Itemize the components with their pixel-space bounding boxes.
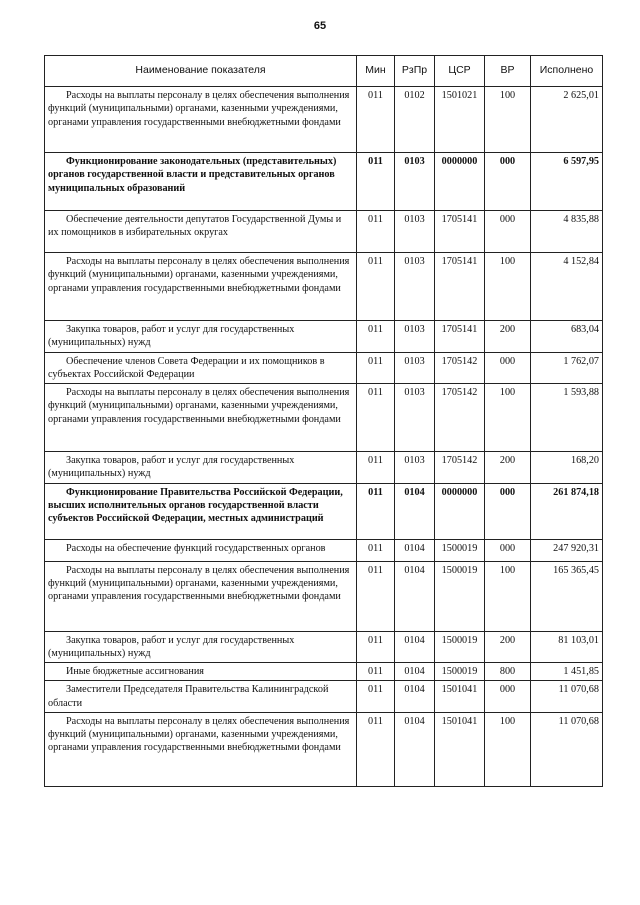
header-csr: ЦСР xyxy=(435,56,485,87)
row-vr: 000 xyxy=(485,352,531,384)
row-amount: 261 874,18 xyxy=(531,483,603,539)
row-min: 011 xyxy=(357,663,395,681)
page-number: 65 xyxy=(313,20,327,32)
row-min: 011 xyxy=(357,681,395,713)
table-row xyxy=(45,681,603,713)
table-row xyxy=(45,352,603,384)
table-row xyxy=(45,321,603,353)
row-vr: 100 xyxy=(485,87,531,153)
row-rzpr: 0103 xyxy=(395,452,435,484)
row-name: Заместители Председателя Правительства Калининградской области xyxy=(45,681,357,713)
table-row xyxy=(45,211,603,253)
row-csr: 1500019 xyxy=(435,631,485,663)
row-name: Расходы на выплаты персоналу в целях обеспечения выполнения функций (муниципальными) органами, казенными учреждениями, органами управления государственными внебюджетными фондами xyxy=(45,561,357,631)
row-csr: 0000000 xyxy=(435,483,485,539)
row-name: Иные бюджетные ассигнования xyxy=(45,663,357,681)
row-amount: 165 365,45 xyxy=(531,561,603,631)
row-min: 011 xyxy=(357,561,395,631)
table-row xyxy=(45,87,603,153)
row-csr: 1501041 xyxy=(435,712,485,786)
row-csr: 1705142 xyxy=(435,352,485,384)
row-min: 011 xyxy=(357,631,395,663)
table-row xyxy=(45,712,603,786)
row-csr: 1501041 xyxy=(435,681,485,713)
row-amount: 4 152,84 xyxy=(531,253,603,321)
row-min: 011 xyxy=(357,539,395,561)
row-amount: 2 625,01 xyxy=(531,87,603,153)
row-vr: 200 xyxy=(485,631,531,663)
table-row xyxy=(45,663,603,681)
table-body xyxy=(45,87,603,787)
row-rzpr: 0103 xyxy=(395,153,435,211)
row-rzpr: 0102 xyxy=(395,87,435,153)
row-rzpr: 0103 xyxy=(395,253,435,321)
table-row xyxy=(45,253,603,321)
row-vr: 000 xyxy=(485,153,531,211)
row-min: 011 xyxy=(357,321,395,353)
header-vr: ВР xyxy=(485,56,531,87)
table-row xyxy=(45,539,603,561)
table-row xyxy=(45,452,603,484)
row-rzpr: 0104 xyxy=(395,561,435,631)
row-name: Обеспечение деятельности депутатов Государственной Думы и их помощников в избирательных округах xyxy=(45,211,357,253)
header-min: Мин xyxy=(357,56,395,87)
table-row xyxy=(45,483,603,539)
row-name: Расходы на обеспечение функций государственных органов xyxy=(45,539,357,561)
row-amount: 6 597,95 xyxy=(531,153,603,211)
budget-table xyxy=(44,55,603,787)
row-name: Функционирование законодательных (представительных) органов государственной власти и представительных органов муниципальных образований xyxy=(45,153,357,211)
row-rzpr: 0104 xyxy=(395,483,435,539)
header-executed: Исполнено xyxy=(531,56,603,87)
table-row xyxy=(45,384,603,452)
table-header-row xyxy=(45,56,603,87)
row-rzpr: 0104 xyxy=(395,631,435,663)
row-rzpr: 0103 xyxy=(395,321,435,353)
row-rzpr: 0104 xyxy=(395,539,435,561)
row-csr: 0000000 xyxy=(435,153,485,211)
row-vr: 000 xyxy=(485,211,531,253)
row-rzpr: 0103 xyxy=(395,352,435,384)
row-min: 011 xyxy=(357,712,395,786)
row-min: 011 xyxy=(357,253,395,321)
row-name: Обеспечение членов Совета Федерации и их помощников в субъектах Российской Федерации xyxy=(45,352,357,384)
row-csr: 1500019 xyxy=(435,561,485,631)
row-amount: 11 070,68 xyxy=(531,681,603,713)
row-name: Закупка товаров, работ и услуг для государственных (муниципальных) нужд xyxy=(45,452,357,484)
row-min: 011 xyxy=(357,384,395,452)
row-amount: 683,04 xyxy=(531,321,603,353)
row-vr: 000 xyxy=(485,483,531,539)
row-csr: 1705142 xyxy=(435,452,485,484)
row-rzpr: 0104 xyxy=(395,681,435,713)
row-rzpr: 0104 xyxy=(395,663,435,681)
row-csr: 1705142 xyxy=(435,384,485,452)
row-csr: 1501021 xyxy=(435,87,485,153)
row-csr: 1705141 xyxy=(435,321,485,353)
row-name: Функционирование Правительства Российской Федерации, высших исполнительных органов государственной власти субъектов Российской Федерации, местных администраций xyxy=(45,483,357,539)
row-name: Расходы на выплаты персоналу в целях обеспечения выполнения функций (муниципальными) органами, казенными учреждениями, органами управления государственными внебюджетными фондами xyxy=(45,384,357,452)
row-amount: 1 593,88 xyxy=(531,384,603,452)
row-vr: 000 xyxy=(485,539,531,561)
header-rzpr: РзПр xyxy=(395,56,435,87)
row-amount: 1 451,85 xyxy=(531,663,603,681)
row-amount: 247 920,31 xyxy=(531,539,603,561)
row-amount: 168,20 xyxy=(531,452,603,484)
table-row xyxy=(45,153,603,211)
row-vr: 100 xyxy=(485,384,531,452)
row-min: 011 xyxy=(357,153,395,211)
row-vr: 200 xyxy=(485,452,531,484)
row-amount: 81 103,01 xyxy=(531,631,603,663)
row-min: 011 xyxy=(357,87,395,153)
row-amount: 11 070,68 xyxy=(531,712,603,786)
row-min: 011 xyxy=(357,483,395,539)
row-vr: 800 xyxy=(485,663,531,681)
row-amount: 1 762,07 xyxy=(531,352,603,384)
row-vr: 100 xyxy=(485,253,531,321)
row-vr: 100 xyxy=(485,712,531,786)
row-name: Закупка товаров, работ и услуг для государственных (муниципальных) нужд xyxy=(45,321,357,353)
row-name: Расходы на выплаты персоналу в целях обеспечения выполнения функций (муниципальными) органами, казенными учреждениями, органами управления государственными внебюджетными фондами xyxy=(45,87,357,153)
row-vr: 100 xyxy=(485,561,531,631)
row-name: Расходы на выплаты персоналу в целях обеспечения выполнения функций (муниципальными) органами, казенными учреждениями, органами управления государственными внебюджетными фондами xyxy=(45,712,357,786)
row-min: 011 xyxy=(357,352,395,384)
row-min: 011 xyxy=(357,211,395,253)
row-vr: 000 xyxy=(485,681,531,713)
row-name: Закупка товаров, работ и услуг для государственных (муниципальных) нужд xyxy=(45,631,357,663)
row-csr: 1705141 xyxy=(435,211,485,253)
row-name: Расходы на выплаты персоналу в целях обеспечения выполнения функций (муниципальными) органами, казенными учреждениями, органами управления государственными внебюджетными фондами xyxy=(45,253,357,321)
row-rzpr: 0103 xyxy=(395,384,435,452)
row-rzpr: 0103 xyxy=(395,211,435,253)
table-row xyxy=(45,631,603,663)
row-rzpr: 0104 xyxy=(395,712,435,786)
row-min: 011 xyxy=(357,452,395,484)
row-csr: 1500019 xyxy=(435,663,485,681)
header-name: Наименование показателя xyxy=(45,56,357,87)
row-csr: 1500019 xyxy=(435,539,485,561)
row-csr: 1705141 xyxy=(435,253,485,321)
table-row xyxy=(45,561,603,631)
row-vr: 200 xyxy=(485,321,531,353)
row-amount: 4 835,88 xyxy=(531,211,603,253)
